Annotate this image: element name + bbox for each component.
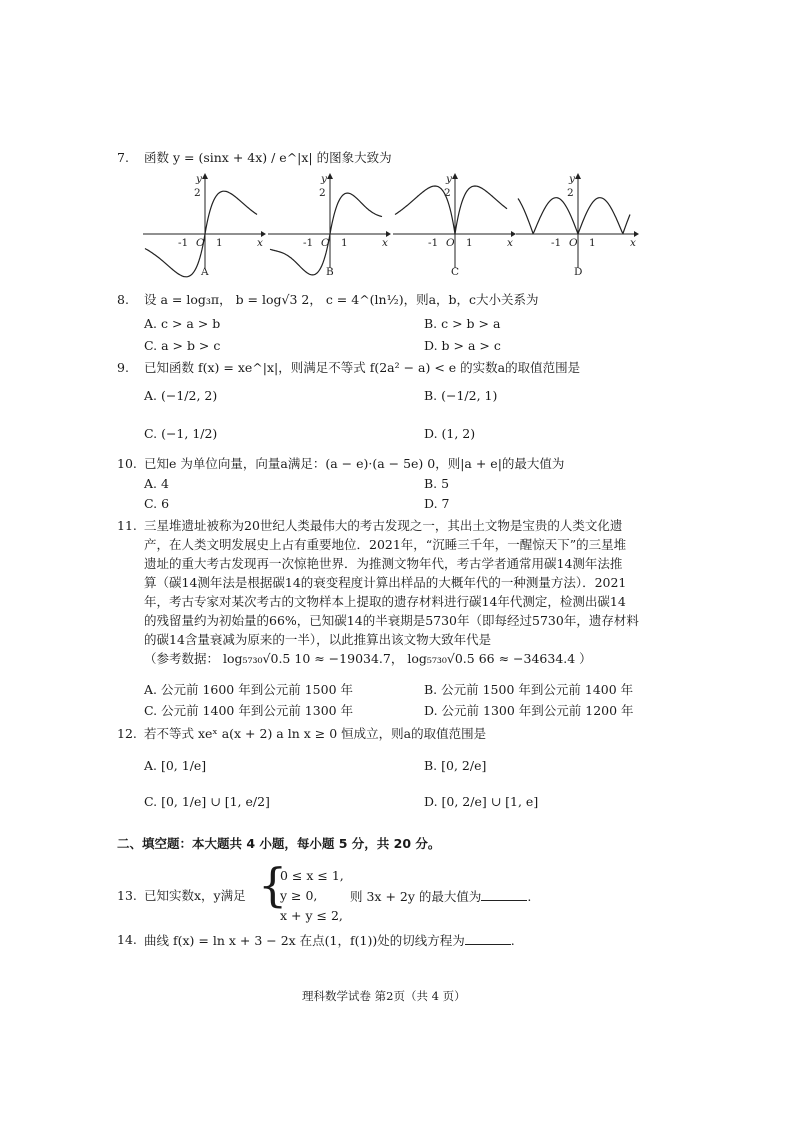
graph-label: A [201, 266, 209, 278]
q7-stem: 函数 y = (sinx + 4x) / e^|x| 的图象大致为 [144, 150, 392, 165]
q9-option-b[interactable]: B. (−1/2, 1) [424, 388, 498, 403]
q13-end: . [527, 889, 532, 904]
q11-passage [144, 516, 674, 668]
graph-label: C [451, 266, 460, 278]
y-tick-label: 2 [567, 187, 574, 199]
q12-option-a[interactable]: A. [0, 1/e] [144, 758, 207, 773]
y-tick-label: 2 [444, 187, 451, 199]
y-axis-arrow-icon [327, 173, 333, 179]
q8-option-d[interactable]: D. b > a > c [424, 338, 501, 353]
q11-line: 年，考古专家对某次考古的文物样本上提取的遗存材料进行碳14年代测定，检测出碳14 [144, 594, 626, 609]
q14-end: . [510, 933, 515, 948]
q8-stem: 设 a = log₃π， b = log√3 2， c = 4^(ln½)，则a，b，c大小关系为 [144, 292, 539, 307]
q10-option-b[interactable]: B. 5 [424, 476, 450, 491]
q13-brace: { [258, 858, 288, 912]
q13-condition: x + y ≤ 2, [280, 908, 343, 923]
q8-option-b[interactable]: B. c > b > a [424, 316, 501, 331]
q11-option-d[interactable]: D. 公元前 1300 年到公元前 1200 年 [424, 703, 634, 718]
q12-stem: 若不等式 xeˣ a(x + 2) a ln x ≥ 0 恒成立，则a的取值范围是 [144, 726, 487, 741]
y-axis-label: y [321, 173, 327, 185]
section-heading: 二、填空题：本大题共 4 小题，每小题 5 分，共 20 分。 [117, 836, 441, 851]
tick-label-pos: 1 [466, 237, 473, 249]
function-curve [395, 186, 507, 234]
q10-number: 10. [117, 456, 137, 471]
q9-option-c[interactable]: C. (−1, 1/2) [144, 426, 218, 441]
q14-question [144, 932, 515, 948]
y-axis-arrow-icon [202, 173, 208, 179]
y-axis-label: y [446, 173, 452, 185]
q14-answer-blank[interactable] [465, 932, 511, 945]
q12-number: 12. [117, 726, 137, 741]
tick-label-neg: -1 [303, 237, 314, 249]
q11-reference: （参考数据： log₅₇₃₀√0.5 10 ≈ −19034.7， log₅₇₃₀√0.5 66 ≈ −34634.4 ） [144, 651, 592, 666]
q9-option-d[interactable]: D. (1, 2) [424, 426, 476, 441]
graph-option-d[interactable] [516, 173, 639, 278]
q13-number: 13. [117, 888, 137, 903]
y-axis-arrow-icon [452, 173, 458, 179]
q8-option-a[interactable]: A. c > a > b [144, 316, 221, 331]
tick-label-pos: 1 [341, 237, 348, 249]
q13-condition: y ≥ 0, [280, 888, 318, 903]
q11-option-b[interactable]: B. 公元前 1500 年到公元前 1400 年 [424, 682, 634, 697]
q12-option-c[interactable]: C. [0, 1/e] ∪ [1, e/2] [144, 794, 270, 809]
q8-number: 8. [117, 292, 129, 307]
origin-label: O [196, 237, 205, 249]
q9-option-a[interactable]: A. (−1/2, 2) [144, 388, 218, 403]
graph-label: B [326, 266, 334, 278]
origin-label: O [446, 237, 455, 249]
q13-answer-blank[interactable] [481, 888, 527, 901]
q11-number: 11. [117, 518, 137, 533]
q11-option-c[interactable]: C. 公元前 1400 年到公元前 1300 年 [144, 703, 354, 718]
q10-option-d[interactable]: D. 7 [424, 496, 450, 511]
tick-label-pos: 1 [216, 237, 223, 249]
origin-label: O [569, 237, 578, 249]
q10-stem: 已知e 为单位向量，向量a满足：(a − e)·(a − 5e) 0，则|a + e|的最大值为 [144, 456, 565, 471]
y-tick-label: 2 [319, 187, 326, 199]
q8-option-c[interactable]: C. a > b > c [144, 338, 221, 353]
q11-option-a[interactable]: A. 公元前 1600 年到公元前 1500 年 [144, 682, 353, 697]
q11-line: 的碳14含量衰减为原来的一半），以此推算出该文物大致年代是 [144, 632, 492, 647]
page-footer: 理科数学试卷 第2页（共 4 页） [302, 989, 466, 1003]
q7-number: 7. [117, 150, 129, 165]
q11-line: 产，在人类文明发展史上占有重要地位．2021年，“沉睡三千年，一醒惊天下”的三星堆 [144, 537, 627, 552]
x-axis-label: x [382, 237, 388, 249]
q13-suffix: 则 3x + 2y 的最大值为 [350, 889, 482, 904]
tick-label-pos: 1 [589, 237, 596, 249]
q12-option-b[interactable]: B. [0, 2/e] [424, 758, 487, 773]
q13-condition: 0 ≤ x ≤ 1, [280, 868, 344, 883]
graph-label: D [574, 266, 583, 278]
y-tick-label: 2 [194, 187, 201, 199]
x-axis-label: x [257, 237, 263, 249]
q9-stem: 已知函数 f(x) = xe^|x|，则满足不等式 f(2a² − a) < e 的实数a的取值范围是 [144, 360, 581, 375]
function-curve [518, 198, 630, 234]
tick-label-neg: -1 [428, 237, 439, 249]
x-axis-label: x [630, 237, 636, 249]
q7-graphs [0, 168, 794, 298]
y-axis-label: y [569, 173, 575, 185]
origin-label: O [321, 237, 330, 249]
q10-option-c[interactable]: C. 6 [144, 496, 170, 511]
x-axis-label: x [507, 237, 513, 249]
q13-question [350, 888, 531, 904]
tick-label-neg: -1 [178, 237, 189, 249]
q11-line: 算（碳14测年法是根据碳14的衰变程度计算出样品的大概年代的一种测量方法）．2021 [144, 575, 627, 590]
q11-line: 遗址的重大考古发现再一次惊艳世界．为推测文物年代，考古学者通常用碳14测年法推 [144, 556, 623, 571]
q9-number: 9. [117, 360, 129, 375]
q12-option-d[interactable]: D. [0, 2/e] ∪ [1, e] [424, 794, 539, 809]
graph-option-b[interactable] [268, 173, 391, 278]
tick-label-neg: -1 [551, 237, 562, 249]
y-axis-arrow-icon [575, 173, 581, 179]
graph-option-c[interactable] [393, 173, 516, 278]
q11-line: 的残留量约为初始量的66%，已知碳14的半衰期是5730年（即每经过5730年，遗存材料 [144, 613, 639, 628]
q14-number: 14. [117, 932, 137, 947]
q11-line: 三星堆遗址被称为20世纪人类最伟大的考古发现之一，其出土文物是宝贵的人类文化遗 [144, 518, 623, 533]
q13-prefix: 已知实数x，y满足 [144, 888, 246, 903]
q10-option-a[interactable]: A. 4 [144, 476, 169, 491]
graph-option-a[interactable] [143, 173, 266, 278]
q14-stem: 曲线 f(x) = ln x + 3 − 2x 在点(1，f(1))处的切线方程为 [144, 933, 465, 948]
y-axis-label: y [196, 173, 202, 185]
